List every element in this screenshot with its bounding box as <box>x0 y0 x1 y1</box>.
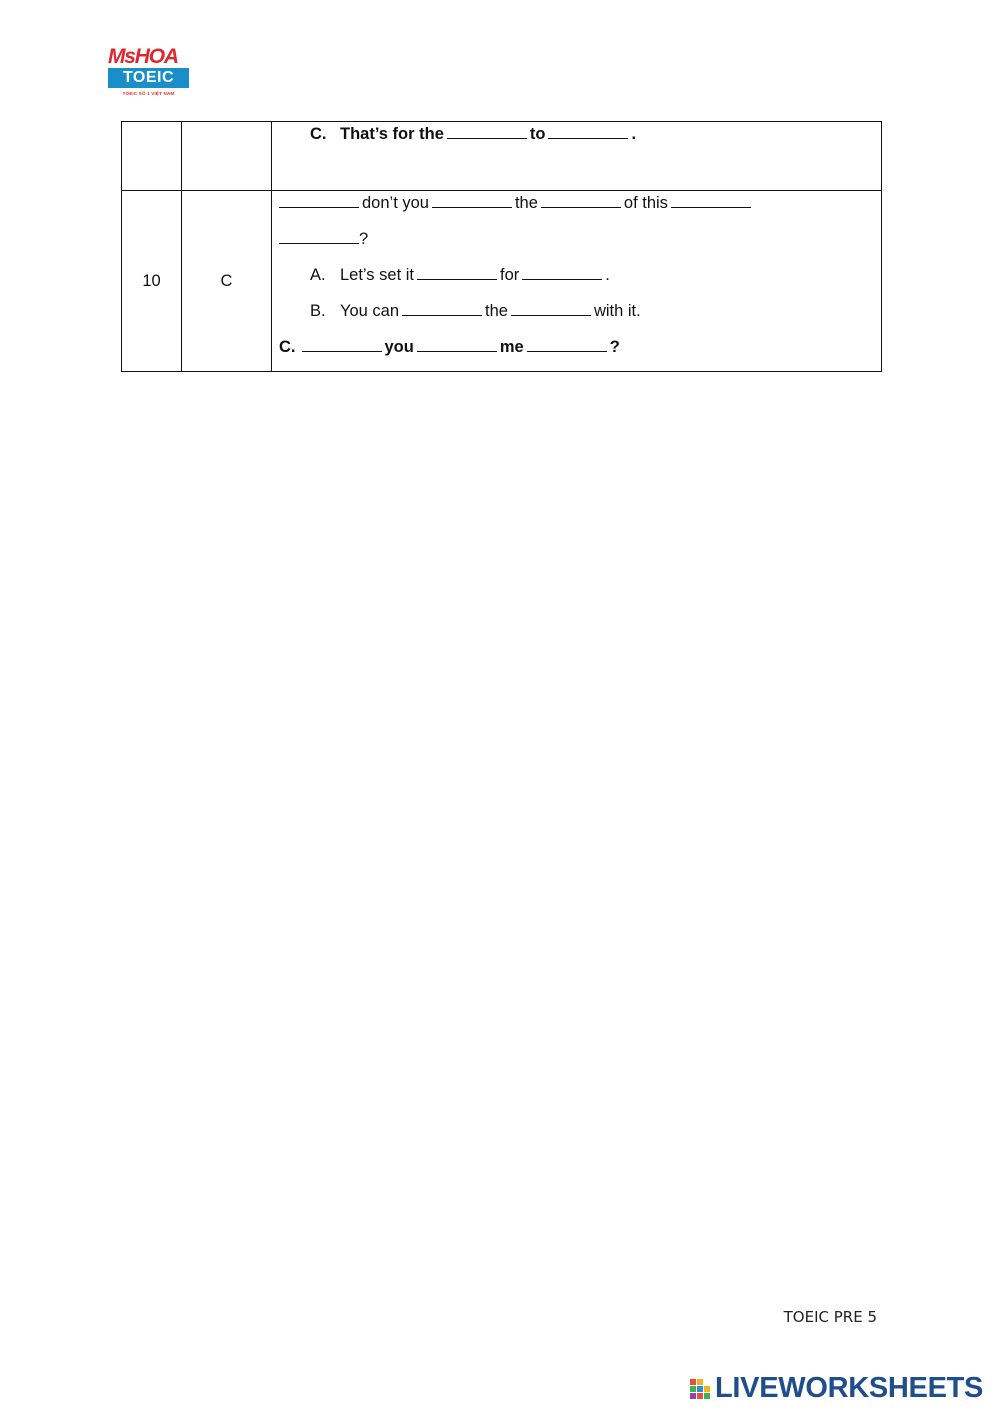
blank-field[interactable] <box>432 193 512 208</box>
logo-tagline: TOEIC SỐ 1 VIỆT NAM <box>122 91 175 96</box>
blank-field[interactable] <box>302 337 382 352</box>
question-text: don’t you <box>362 194 429 212</box>
liveworksheets-brand <box>690 1372 983 1404</box>
option-text: ? <box>609 338 620 356</box>
option-letter: C. <box>310 125 327 143</box>
blank-field[interactable] <box>447 124 527 139</box>
option-c-line <box>272 329 881 365</box>
option-text: you <box>384 338 414 356</box>
answer-cell: C <box>182 191 272 372</box>
option-text: the <box>485 302 508 320</box>
option-text: for <box>499 266 520 284</box>
question-number-cell: 10 <box>122 191 182 372</box>
option-a-line <box>272 257 881 293</box>
table-row <box>122 122 882 191</box>
answer-table <box>121 121 882 372</box>
logo-top-text: MsHOA <box>108 45 178 68</box>
blank-field[interactable] <box>527 337 607 352</box>
question-text: the <box>514 194 538 212</box>
blank-field[interactable] <box>522 265 602 280</box>
option-text: to <box>529 125 546 143</box>
mshoa-toeic-logo <box>108 46 192 100</box>
table-row <box>122 191 882 372</box>
option-text: with it. <box>593 302 641 320</box>
question-number-cell <box>122 122 182 191</box>
blank-field[interactable] <box>541 193 621 208</box>
liveworksheets-wordmark: LIVEWORKSHEETS <box>715 1371 984 1404</box>
option-text: . <box>631 125 637 143</box>
blank-field[interactable] <box>511 301 591 316</box>
blank-field[interactable] <box>548 124 628 139</box>
liveworksheets-icon <box>690 1375 712 1401</box>
option-text: me <box>499 338 524 356</box>
blank-field[interactable] <box>417 337 497 352</box>
question-line-1 <box>272 185 881 221</box>
option-text: You can <box>340 302 400 320</box>
answer-cell <box>182 122 272 191</box>
blank-field[interactable] <box>417 265 497 280</box>
question-line-2 <box>272 221 881 257</box>
option-letter: A. <box>310 266 326 284</box>
option-b-line <box>272 293 881 329</box>
option-text: That’s for the <box>340 125 444 143</box>
logo-box-text: TOEIC <box>108 68 189 88</box>
blank-field[interactable] <box>279 229 359 244</box>
blank-field[interactable] <box>671 193 751 208</box>
option-letter: C. <box>279 338 296 356</box>
option-c-line <box>272 116 881 152</box>
option-text: . <box>605 266 610 284</box>
question-text-cell <box>272 191 882 372</box>
question-text-cell <box>272 122 882 191</box>
question-text: of this <box>623 194 668 212</box>
blank-field[interactable] <box>279 193 359 208</box>
option-text: Let’s set it <box>340 266 414 284</box>
option-letter: B. <box>310 302 326 320</box>
blank-field[interactable] <box>402 301 482 316</box>
page-footer-label: TOEIC PRE 5 <box>783 1308 877 1326</box>
question-text: ? <box>359 230 369 248</box>
